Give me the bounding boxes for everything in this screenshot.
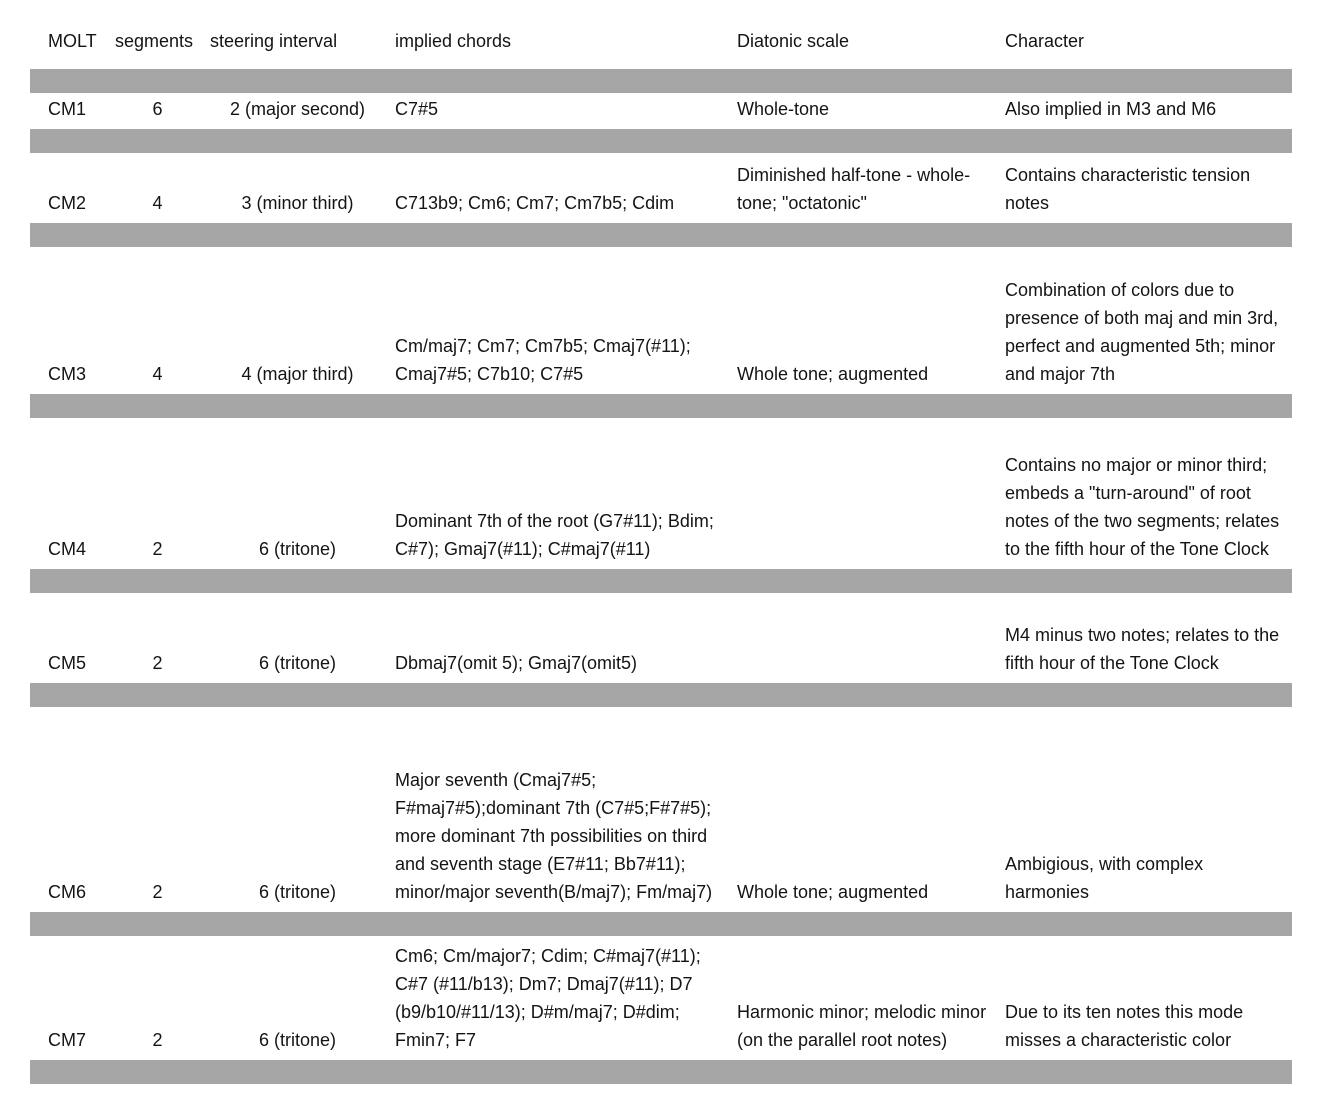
column-header-diatonic-scale: Diatonic scale xyxy=(737,31,850,51)
cell-diatonic-scale: Whole-tone xyxy=(737,99,830,119)
cell-molt: CM6 xyxy=(48,882,87,902)
cell-diatonic-scale: Harmonic minor; melodic minor (on the parallel root notes) xyxy=(737,1002,987,1050)
table-row-cm2 xyxy=(30,154,1292,222)
row-separator xyxy=(30,1059,1292,1085)
cell-diatonic-scale xyxy=(732,419,1000,568)
cell-character: Ambigious, with complex harmonies xyxy=(1005,854,1204,902)
row-separator xyxy=(30,128,1292,154)
cell-segments: 2 xyxy=(152,1030,163,1050)
cell-segments: 6 xyxy=(152,99,163,119)
cell-segments: 2 xyxy=(152,539,163,559)
separator-bar xyxy=(30,682,1292,708)
cell-diatonic-scale: Whole tone; augmented xyxy=(737,364,929,384)
cell-character: Also implied in M3 and M6 xyxy=(1005,99,1217,119)
cell-molt: CM7 xyxy=(48,1030,87,1050)
cell-steering-interval: 2 (major second) xyxy=(229,99,366,119)
cell-diatonic-scale: Whole tone; augmented xyxy=(737,882,929,902)
cell-molt: CM5 xyxy=(48,653,87,673)
row-separator xyxy=(30,568,1292,594)
table-row-cm5 xyxy=(30,594,1292,682)
cell-implied-chords: C7#5 xyxy=(395,99,439,119)
separator-bar xyxy=(30,568,1292,594)
cell-implied-chords: Dbmaj7(omit 5); Gmaj7(omit5) xyxy=(395,653,638,673)
cell-character: M4 minus two notes; relates to the fifth hour of the Tone Clock xyxy=(1005,625,1280,673)
molt-table xyxy=(30,12,1292,1086)
row-separator xyxy=(30,682,1292,708)
cell-implied-chords: Cm/maj7; Cm7; Cm7b5; Cmaj7(#11); Cmaj7#5; C7b10; C7#5 xyxy=(395,336,691,384)
cell-diatonic-scale: Diminished half-tone - whole-tone; "octatonic" xyxy=(737,165,971,213)
cell-character: Due to its ten notes this mode misses a characteristic color xyxy=(1005,1002,1244,1050)
cell-implied-chords: Cm6; Cm/major7; Cdim; C#maj7(#11); C#7 (#11/b13); Dm7; Dmaj7(#11); D7 (b9/b10/#11/13); D#m/maj7; D#dim; Fmin7; F7 xyxy=(395,946,701,1050)
separator-bar xyxy=(30,128,1292,154)
cell-steering-interval: 6 (tritone) xyxy=(258,1030,337,1050)
column-header-segments: segments xyxy=(115,31,194,51)
cell-steering-interval: 4 (major third) xyxy=(241,364,354,384)
cell-molt: CM4 xyxy=(48,539,87,559)
row-separator xyxy=(30,393,1292,419)
cell-segments: 2 xyxy=(152,882,163,902)
cell-molt: CM1 xyxy=(48,99,87,119)
header-row xyxy=(30,12,1292,68)
cell-character: Contains no major or minor third; embeds a "turn-around" of root notes of the two segments; relates to the fifth hour of the Tone Clock xyxy=(1005,455,1280,559)
cell-character: Contains characteristic tension notes xyxy=(1005,165,1251,213)
separator-bar xyxy=(30,393,1292,419)
row-separator xyxy=(30,911,1292,937)
separator-bar xyxy=(30,1059,1292,1085)
table-row-cm1 xyxy=(30,94,1292,128)
cell-steering-interval: 6 (tritone) xyxy=(258,539,337,559)
cell-implied-chords: Major seventh (Cmaj7#5; F#maj7#5);dominant 7th (C7#5;F#7#5); more dominant 7th possibilities on third and seventh stage (E7#11; Bb7#11); minor/major seventh(B/maj7); Fm/maj7) xyxy=(395,770,713,902)
cell-segments: 4 xyxy=(152,193,163,213)
cell-steering-interval: 6 (tritone) xyxy=(258,653,337,673)
table-row-cm3 xyxy=(30,248,1292,393)
cell-molt: CM2 xyxy=(48,193,87,213)
column-header-molt: MOLT xyxy=(48,31,97,51)
cell-steering-interval: 6 (tritone) xyxy=(258,882,337,902)
cell-implied-chords: C713b9; Cm6; Cm7; Cm7b5; Cdim xyxy=(395,193,675,213)
separator-bar xyxy=(30,68,1292,94)
cell-diatonic-scale xyxy=(732,594,1000,682)
table-row-cm7 xyxy=(30,937,1292,1059)
cell-implied-chords: Dominant 7th of the root (G7#11); Bdim; C#7); Gmaj7(#11); C#maj7(#11) xyxy=(395,511,714,559)
table-row-cm4 xyxy=(30,419,1292,568)
cell-segments: 2 xyxy=(152,653,163,673)
column-header-character: Character xyxy=(1005,31,1085,51)
cell-character: Combination of colors due to presence of both maj and min 3rd, perfect and augmented 5th; minor and major 7th xyxy=(1005,280,1279,384)
separator-bar xyxy=(30,222,1292,248)
cell-steering-interval: 3 (minor third) xyxy=(241,193,354,213)
separator-bar xyxy=(30,911,1292,937)
cell-segments: 4 xyxy=(152,364,163,384)
column-header-implied-chords: implied chords xyxy=(395,31,512,51)
cell-molt: CM3 xyxy=(48,364,87,384)
row-separator xyxy=(30,68,1292,94)
column-header-steering-interval: steering interval xyxy=(210,31,338,51)
table-row-cm6 xyxy=(30,708,1292,911)
row-separator xyxy=(30,222,1292,248)
